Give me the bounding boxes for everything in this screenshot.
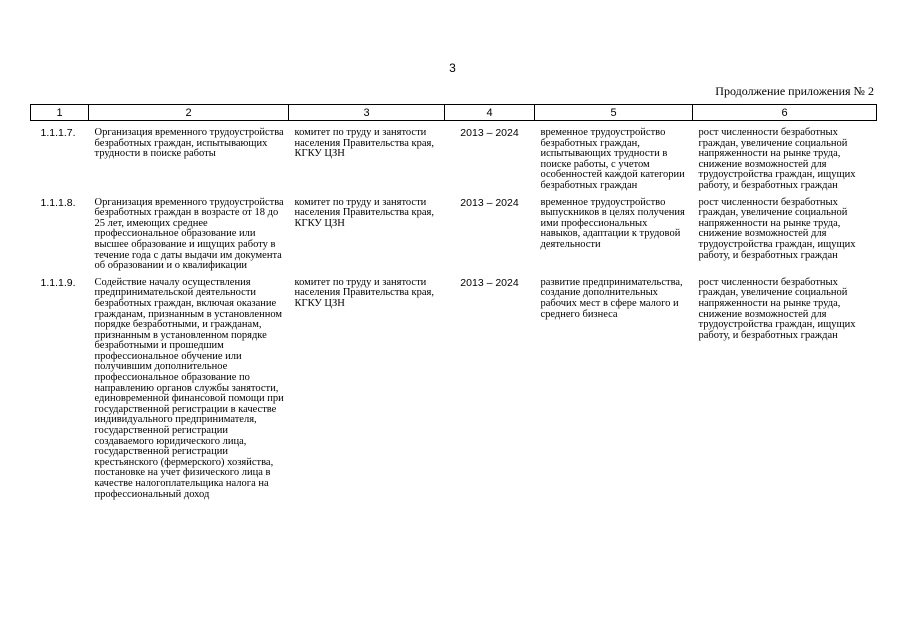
table-row [31, 275, 877, 503]
continuation-label: Продолжение приложения № 2 [715, 84, 874, 98]
executor-cell: комитет по труду и занятости населения Правительства края, КГКУ ЦЗН [294, 276, 434, 309]
activity-cell: Организация временного трудоустройства безработных граждан в возрасте от 18 до 25 лет, имеющих среднее профессиональное образование или высшее образование и ищущих работу в течение года с даты выдачи им документа об образовании и о квалификации [94, 196, 284, 272]
activity-cell: Содействие началу осуществления предпринимательской деятельности безработных граждан, включая оказание гражданам, признанным в установленном порядке безработными, и гражданам, признанным в установленном порядке безработными и прошедшим профессиональное обучение или получившим дополнительное профессиональное образование по направлению органов службы занятости, единовременной финансовой помощи при государственной регистрации в качестве индивидуального предпринимателя, государственной регистрации создаваемого юридического лица, государственной регистрации крестьянского (фермерского) хозяйства, постановке на учет физического лица в качестве налогоплательщика налога на профессиональный доход [94, 276, 284, 500]
row-number: 1.1.1.9. [40, 276, 76, 289]
period-cell: 2013 – 2024 [460, 196, 519, 209]
effect-cell: рост численности безработных граждан, увеличение социальной напряженности на рынке труда, снижение возможностей для трудоустройства граждан, ищущих работу, и безработных граждан [698, 127, 856, 191]
executor-cell: комитет по труду и занятости населения Правительства края, КГКУ ЦЗН [294, 127, 434, 160]
row-number: 1.1.1.8. [40, 196, 76, 209]
result-cell: временное трудоустройство безработных граждан, испытывающих трудности в поиске работы, с учетом особенностей каждой категории безработных граждан [540, 127, 685, 191]
column-header: 5 [535, 105, 693, 121]
executor-cell: комитет по труду и занятости населения Правительства края, КГКУ ЦЗН [294, 196, 434, 229]
result-cell: развитие предпринимательства, создание дополнительных рабочих мест в сфере малого и среднего бизнеса [540, 276, 683, 320]
result-cell: временное трудоустройство выпускников в целях получения ими профессиональных навыков, адаптации к трудовой деятельности [540, 196, 685, 250]
column-header: 6 [693, 105, 877, 121]
table-row [31, 121, 877, 195]
activity-cell: Организация временного трудоустройства безработных граждан, испытывающих трудности в поиске работы [94, 127, 284, 160]
period-cell: 2013 – 2024 [460, 127, 519, 139]
effect-cell: рост численности безработных граждан, увеличение социальной напряженности на рынке труда, снижение возможностей для трудоустройства граждан, ищущих работу, и безработных граждан [698, 196, 856, 261]
page-number: 3 [449, 61, 456, 75]
measures-table [30, 104, 877, 503]
period-cell: 2013 – 2024 [460, 276, 519, 289]
column-header: 3 [289, 105, 445, 121]
effect-cell: рост численности безработных граждан, увеличение социальной напряженности на рынке труда, снижение возможностей для трудоустройства граждан, ищущих работу, и безработных граждан [698, 276, 856, 341]
column-header: 1 [31, 105, 89, 121]
column-header: 4 [445, 105, 535, 121]
table-row [31, 195, 877, 275]
table-header-row [31, 105, 877, 121]
column-header: 2 [89, 105, 289, 121]
row-number: 1.1.1.7. [40, 127, 76, 139]
